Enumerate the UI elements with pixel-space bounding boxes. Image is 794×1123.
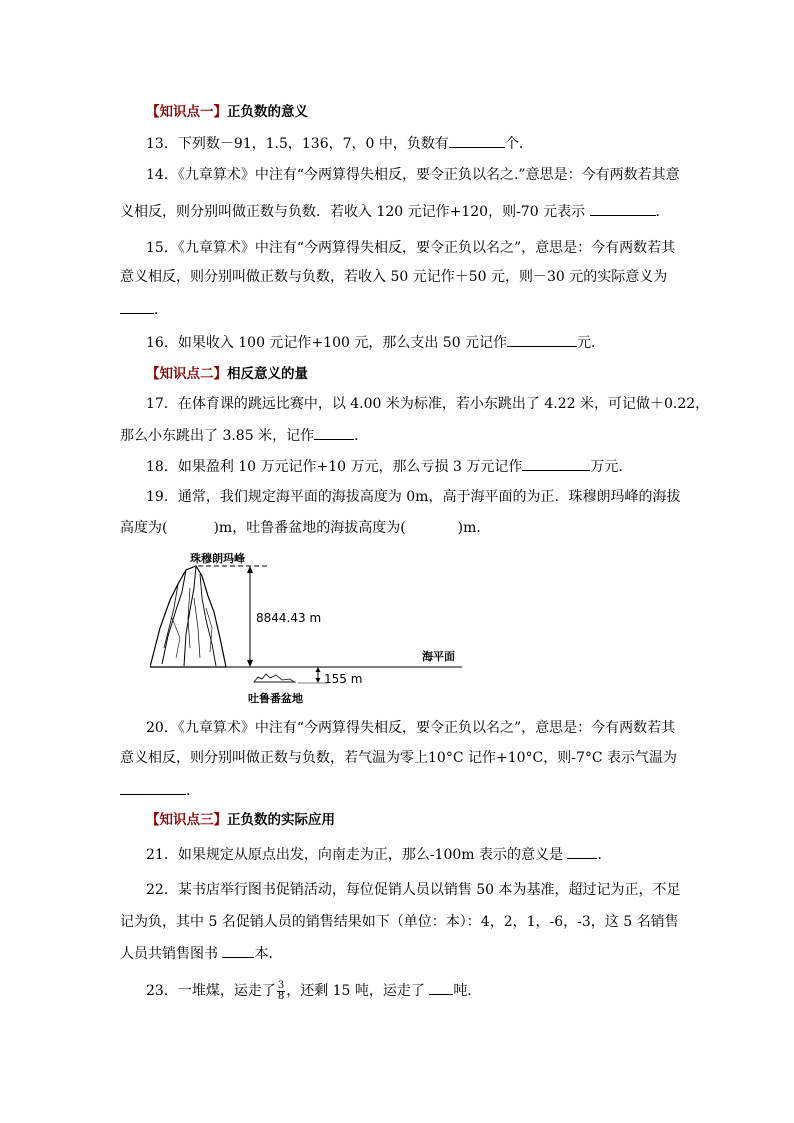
section-name: 知识点一	[159, 104, 214, 120]
q13-text: 13．下列数－91，1.5，136，7，0 中，负数有	[146, 136, 449, 152]
arrow-down-icon	[247, 660, 253, 667]
height-label: 8844.43 m	[256, 611, 322, 625]
q23-text-b: ，还剩 15 吨，运走了	[286, 983, 425, 999]
q21-text: 21．如果规定从原点出发，向南走为正，那么-100m 表示的意义是	[146, 847, 563, 863]
question-14-line-2	[120, 201, 670, 222]
q17-line2: 那么小东跳出了 3.85 米，记作	[120, 428, 315, 444]
question-21	[146, 844, 611, 865]
question-15-line-1	[146, 238, 675, 258]
basin-icon	[254, 674, 296, 682]
basin-label: 吐鲁番盆地	[248, 692, 303, 705]
arrow-down-icon	[316, 678, 321, 683]
q19-line2b: )m，吐鲁番盆地的海拔高度为(	[213, 520, 406, 536]
fraction-numerator: 3	[277, 979, 285, 991]
section-header-3	[146, 810, 335, 830]
q22-line2: 记为负，其中 5 名促销人员的销售结果如下（单位：本）：4，2，1，-6，-3，这 5 名销售	[120, 914, 679, 930]
bracket-close: 】	[213, 366, 227, 382]
bracket-open: 【	[146, 812, 160, 828]
altitude-diagram	[150, 548, 470, 708]
answer-blank[interactable]	[314, 425, 354, 440]
question-19-line-1	[146, 487, 680, 507]
bracket-open: 【	[146, 366, 160, 382]
section-name: 知识点二	[159, 366, 214, 382]
q22-line1: 22．某书店举行图书促销活动，每位促销人员以销售 50 本为基准，超过记为正，不足	[146, 882, 681, 898]
depth-label: 155 m	[324, 672, 363, 686]
q14-line1: 14．《九章算术》中注有“今两算得失相反，要令正负以名之.”意思是：今有两数若其意	[146, 167, 680, 183]
question-18	[146, 456, 632, 477]
question-14-line-1	[146, 165, 680, 185]
section-title: 正负数的意义	[227, 104, 308, 120]
q23-text: 23．一堆煤，运走了	[146, 983, 276, 999]
q14-line2: 义相反，则分别叫做正数与负数．若收入 120 元记作+120，则-70 元表示	[120, 204, 586, 220]
section-header-1	[146, 102, 308, 122]
question-13	[146, 133, 533, 154]
q19-line2c: )m．	[457, 520, 491, 536]
section-name: 知识点三	[159, 812, 214, 828]
sea-level-label: 海平面	[422, 650, 455, 663]
q18-end: 万元．	[590, 459, 633, 475]
q19-line2a: 高度为(	[120, 520, 168, 536]
answer-blank[interactable]	[449, 133, 505, 148]
fraction	[277, 981, 285, 1002]
q20-end: ．	[186, 783, 200, 799]
section-title: 正负数的实际应用	[227, 812, 335, 828]
q22-line3: 人员共销售图书	[120, 946, 218, 962]
question-20-line-1	[146, 718, 675, 738]
arrow-up-icon	[316, 667, 321, 672]
q18-text: 18．如果盈利 10 万元记作+10 万元，那么亏损 3 万元记作	[146, 459, 523, 475]
q17-line1: 17．在体育课的跳远比赛中，以 4.00 米为标准，若小东跳出了 4.22 米，可记做＋0.22，	[146, 396, 710, 412]
answer-blank[interactable]	[120, 299, 154, 314]
mountain-icon	[150, 566, 226, 667]
section-header-2	[146, 364, 308, 384]
question-22-line-1	[146, 880, 681, 900]
q20-line1: 20．《九章算术》中注有“今两算得失相反，要令正负以名之”，意思是：今有两数若其	[146, 720, 676, 736]
question-15-line-2	[120, 267, 667, 287]
answer-blank[interactable]	[222, 943, 254, 958]
q13-end: 个．	[504, 136, 533, 152]
answer-blank[interactable]	[429, 980, 453, 995]
fraction-denominator: 8	[277, 990, 285, 1002]
question-22-line-2	[120, 912, 679, 932]
q19-line1: 19．通常，我们规定海平面的海拔高度为 0m，高于海平面的为正．珠穆朗玛峰的海拔	[146, 489, 681, 505]
question-19-line-2	[120, 518, 490, 538]
peak-label: 珠穆朗玛峰	[190, 552, 245, 565]
q17-end: ．	[354, 428, 369, 444]
answer-blank[interactable]	[120, 780, 186, 795]
q16-text: 16．如果收入 100 元记作+100 元，那么支出 50 元记作	[146, 335, 508, 351]
q21-end: ．	[597, 847, 612, 863]
answer-blank[interactable]	[590, 201, 656, 216]
q14-end: ．	[655, 204, 670, 220]
q23-end: 吨．	[453, 983, 482, 999]
question-17-line-2	[120, 425, 368, 446]
arrow-up-icon	[247, 566, 253, 573]
question-17-line-1	[146, 394, 709, 414]
question-22-line-3	[120, 943, 282, 964]
bracket-close: 】	[213, 104, 227, 120]
q15-line2: 意义相反，则分别叫做正数与负数，若收入 50 元记作＋50 元，则－30 元的实际意义为	[120, 269, 668, 285]
bracket-open: 【	[146, 104, 160, 120]
question-20-line-2	[120, 748, 677, 768]
q15-line1: 15．《九章算术》中注有“今两算得失相反，要令正负以名之”，意思是：今有两数若其	[146, 240, 676, 256]
answer-blank[interactable]	[567, 844, 597, 859]
bracket-close: 】	[213, 812, 227, 828]
question-23	[146, 980, 481, 1002]
answer-blank[interactable]	[507, 332, 577, 347]
question-15-line-3	[120, 299, 168, 320]
question-20-line-3	[120, 780, 200, 801]
section-title: 相反意义的量	[227, 366, 308, 382]
answer-blank[interactable]	[522, 456, 590, 471]
q22-end: 本．	[254, 946, 283, 962]
q15-end: ．	[154, 302, 168, 318]
question-16	[146, 332, 605, 353]
q20-line2: 意义相反，则分别叫做正数与负数，若气温为零上10°C 记作+10°C，则-7°C 表示气温为	[120, 750, 678, 766]
q16-end: 元．	[577, 335, 606, 351]
